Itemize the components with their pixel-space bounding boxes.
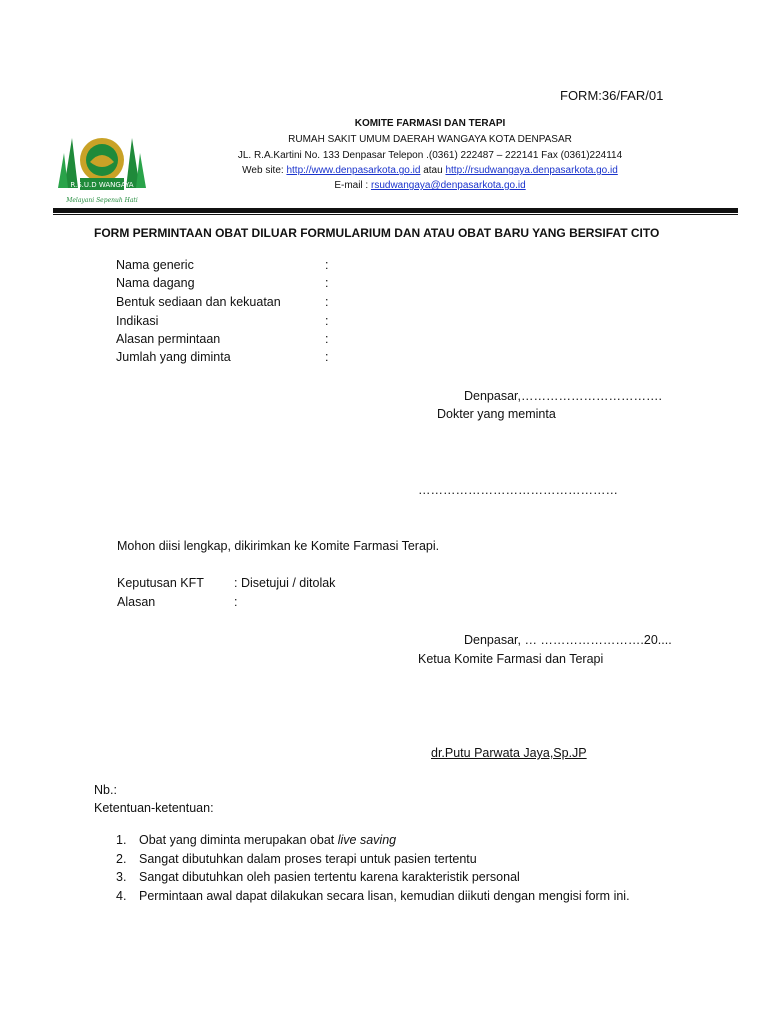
website-separator: atau — [420, 165, 446, 176]
field-label-dosage-form: Bentuk sediaan dan kekuatan — [116, 295, 281, 309]
note-text: Sangat dibutuhkan oleh pasien tertentu karena karakteristik personal — [139, 870, 520, 884]
field-colon: : — [325, 314, 329, 328]
chair-role: Ketua Komite Farmasi dan Terapi — [418, 652, 604, 666]
logo-motto: Melayani Sepenuh Hati — [66, 197, 138, 204]
website-link-1[interactable]: http://www.denpasarkota.go.id — [286, 165, 421, 176]
note-text: Permintaan awal dapat dilakukan secara lisan, kemudian diikuti dengan mengisi form ini. — [139, 889, 630, 903]
form-title: FORM PERMINTAAN OBAT DILUAR FORMULARIUM DAN ATAU OBAT BARU YANG BERSIFAT CITO — [94, 226, 660, 240]
committee-name: KOMITE FARMASI DAN TERAPI — [354, 118, 506, 129]
website-link-2[interactable]: http://rsudwangaya.denpasarkota.go.id — [445, 165, 618, 176]
notes-heading: Ketentuan-ketentuan: — [94, 801, 214, 815]
header-divider-thin — [53, 214, 738, 215]
note-text-italic: live saving — [337, 833, 397, 847]
field-colon: : — [325, 350, 329, 364]
field-label-trade-name: Nama dagang — [116, 276, 195, 290]
decision-label: Keputusan KFT — [117, 576, 204, 590]
field-label-generic-name: Nama generic — [116, 258, 194, 272]
hospital-logo — [54, 118, 150, 208]
form-code: FORM:36/FAR/01 — [560, 88, 664, 103]
instruction-text: Mohon diisi lengkap, dikirimkan ke Komite Farmasi Terapi. — [117, 539, 440, 553]
doctor-role: Dokter yang meminta — [437, 407, 556, 421]
field-label-indication: Indikasi — [116, 314, 159, 328]
notes-nb: Nb.: — [94, 783, 117, 797]
note-text — [139, 833, 396, 847]
website-prefix: Web site: — [242, 165, 287, 176]
note-text: Sangat dibutuhkan dalam proses terapi untuk pasien tertentu — [139, 852, 477, 866]
hospital-logo-emblem — [54, 118, 150, 208]
chair-place-date: Denpasar, … …………………….20.... — [464, 633, 672, 647]
note-number: 4. — [116, 889, 127, 903]
email-link[interactable]: rsudwangaya@denpasarkota.go.id — [370, 180, 526, 191]
note-number: 1. — [116, 833, 127, 847]
field-colon: : — [325, 332, 329, 346]
decision-reason-label: Alasan — [117, 595, 156, 609]
field-colon: : — [325, 276, 329, 290]
note-item-2 — [116, 852, 477, 866]
note-number: 2. — [116, 852, 127, 866]
hospital-address: JL. R.A.Kartini No. 133 Denpasar Telepon .(0361) 222487 – 222141 Fax (0361)224114 — [237, 150, 623, 161]
logo-text: R.S.U.D WANGAYA — [70, 181, 134, 189]
doctor-signature-line: ………………………………………… — [418, 483, 618, 497]
note-number: 3. — [116, 870, 127, 884]
decision-reason-colon: : — [234, 595, 238, 609]
note-text-main: Obat yang diminta merupakan obat — [139, 833, 338, 847]
email-line — [160, 180, 700, 191]
note-item-4 — [116, 889, 630, 903]
doctor-place-date: Denpasar,……………………………. — [464, 389, 662, 403]
hospital-name: RUMAH SAKIT UMUM DAERAH WANGAYA KOTA DENPASAR — [288, 134, 572, 145]
field-colon: : — [325, 258, 329, 272]
decision-value: : Disetujui / ditolak — [234, 576, 336, 590]
note-item-3 — [116, 870, 520, 884]
field-label-quantity: Jumlah yang diminta — [116, 350, 231, 364]
website-line — [160, 165, 700, 176]
note-item-1 — [116, 833, 397, 847]
field-label-request-reason: Alasan permintaan — [116, 332, 221, 346]
chair-name: dr.Putu Parwata Jaya,Sp.JP — [431, 746, 587, 760]
email-prefix: E-mail : — [334, 180, 371, 191]
field-colon: : — [325, 295, 329, 309]
header-divider-thick — [53, 208, 738, 213]
